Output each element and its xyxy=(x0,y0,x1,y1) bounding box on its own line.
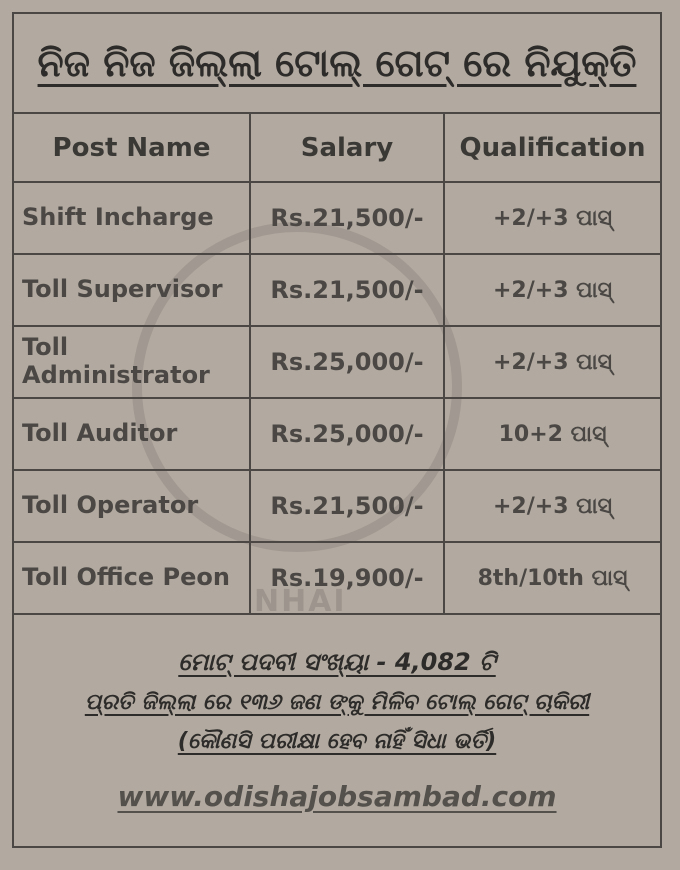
post-name: Toll Supervisor xyxy=(14,254,250,326)
table-row xyxy=(14,182,660,254)
notice-frame xyxy=(12,12,662,848)
qualification: 10+2 ପାସ୍ xyxy=(444,398,660,470)
post-name: Shift Incharge xyxy=(14,182,250,254)
salary: Rs.19,900/- xyxy=(250,542,444,614)
website-text: www.odishajobsambad.com xyxy=(117,780,557,813)
qualification: +2/+3 ପାସ୍ xyxy=(444,182,660,254)
table-row xyxy=(14,470,660,542)
salary: Rs.21,500/- xyxy=(250,254,444,326)
salary: Rs.25,000/- xyxy=(250,398,444,470)
qualification: +2/+3 ପାସ୍ xyxy=(444,254,660,326)
header-salary: Salary xyxy=(250,114,444,182)
salary: Rs.25,000/- xyxy=(250,326,444,398)
header-post-name: Post Name xyxy=(14,114,250,182)
watermark-text: NHAI xyxy=(254,584,347,619)
post-name: Toll Auditor xyxy=(14,398,250,470)
title-row xyxy=(14,14,660,114)
posts-table xyxy=(14,114,660,615)
qualification: +2/+3 ପାସ୍ xyxy=(444,326,660,398)
per-district-text: ପ୍ରତି ଜିଲ୍ଲା ରେ ୧୩୬ ଜଣ ଙ୍କୁ ମିଳିବ ଟୋଲ୍ ଗେଟ୍ ଚାକିରୀ xyxy=(84,690,590,715)
total-posts-text: ମୋଟ୍ ପଦବୀ ସଂଖ୍ୟା - 4,082 ଟି xyxy=(178,648,496,676)
header-qualification: Qualification xyxy=(444,114,660,182)
post-name: Toll Office Peon xyxy=(14,542,250,614)
salary: Rs.21,500/- xyxy=(250,470,444,542)
no-exam-note: (କୌଣସି ପରୀକ୍ଷା ହେବ ନାହିଁ ସିଧା ଭର୍ତି) xyxy=(177,729,497,754)
table-header-row xyxy=(14,114,660,182)
salary: Rs.21,500/- xyxy=(250,182,444,254)
page-title: ନିଜ ନିଜ ଜିଲ୍ଲା ଟୋଲ୍ ଗେଟ୍ ରେ ନିଯୁକ୍ତି xyxy=(37,40,637,85)
table-row xyxy=(14,542,660,614)
table-row xyxy=(14,398,660,470)
table-row xyxy=(14,326,660,398)
qualification: +2/+3 ପାସ୍ xyxy=(444,470,660,542)
table-row xyxy=(14,254,660,326)
post-name: Toll Administrator xyxy=(14,326,250,398)
qualification: 8th/10th ପାସ୍ xyxy=(444,542,660,614)
footer xyxy=(14,626,660,846)
post-name: Toll Operator xyxy=(14,470,250,542)
